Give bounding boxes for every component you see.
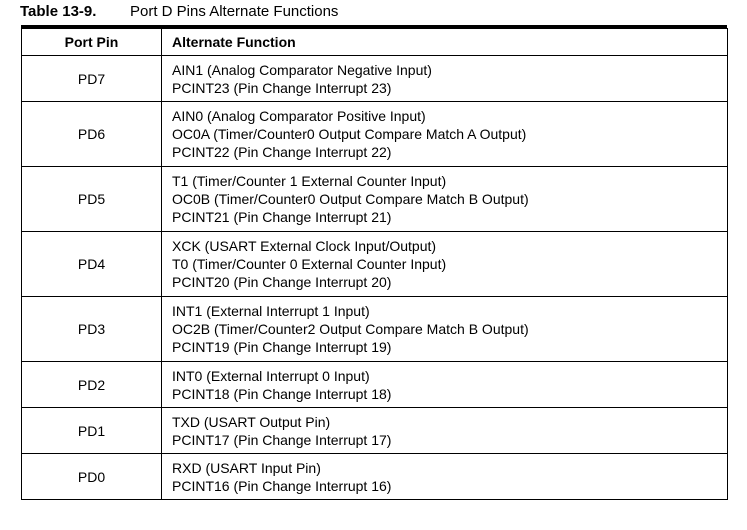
- function-line: TXD (USART Output Pin): [172, 413, 331, 430]
- table-row: [22, 232, 728, 297]
- table-row: [22, 454, 728, 500]
- pin-cell: PD2: [22, 362, 162, 408]
- function-cell: [162, 454, 728, 500]
- table-row: [22, 167, 728, 232]
- function-line: OC0B (Timer/Counter0 Output Compare Match B Output): [172, 191, 529, 207]
- table-row: [22, 362, 728, 408]
- function-line: AIN1 (Analog Comparator Negative Input): [172, 61, 432, 78]
- function-line: T0 (Timer/Counter 0 External Counter Input): [172, 256, 447, 272]
- pin-cell: PD3: [22, 297, 162, 362]
- pin-cell: PD4: [22, 232, 162, 297]
- pin-cell: PD5: [22, 167, 162, 232]
- function-line: PCINT17 (Pin Change Interrupt 17): [172, 431, 392, 448]
- table-caption: [20, 3, 338, 21]
- function-cell: [162, 167, 728, 232]
- table-row: [22, 408, 728, 454]
- pin-cell: PD6: [22, 102, 162, 167]
- function-line: AIN0 (Analog Comparator Positive Input): [172, 108, 426, 124]
- function-line: T1 (Timer/Counter 1 External Counter Input): [172, 173, 447, 189]
- header-row: [22, 29, 728, 56]
- pin-cell: PD1: [22, 408, 162, 454]
- function-line: OC2B (Timer/Counter2 Output Compare Match B Output): [172, 321, 529, 337]
- function-line: PCINT23 (Pin Change Interrupt 23): [172, 79, 392, 96]
- function-line: RXD (USART Input Pin): [172, 459, 321, 476]
- function-line: PCINT20 (Pin Change Interrupt 20): [172, 274, 392, 290]
- table-row: [22, 297, 728, 362]
- function-line: PCINT22 (Pin Change Interrupt 22): [172, 144, 392, 160]
- function-line: XCK (USART External Clock Input/Output): [172, 238, 437, 254]
- header-alternate-function: Alternate Function: [162, 29, 728, 56]
- function-line: PCINT16 (Pin Change Interrupt 16): [172, 477, 392, 494]
- function-cell: [162, 232, 728, 297]
- header-port-pin: Port Pin: [22, 29, 162, 56]
- function-cell: [162, 56, 728, 102]
- table-row: [22, 102, 728, 167]
- function-line: OC0A (Timer/Counter0 Output Compare Match A Output): [172, 126, 527, 142]
- table-number: Table 13-9.: [20, 3, 97, 20]
- function-line: PCINT19 (Pin Change Interrupt 19): [172, 339, 392, 355]
- pin-cell: PD7: [22, 56, 162, 102]
- table-row: [22, 56, 728, 102]
- function-line: PCINT18 (Pin Change Interrupt 18): [172, 385, 392, 402]
- function-line: INT0 (External Interrupt 0 Input): [172, 367, 370, 384]
- function-cell: [162, 408, 728, 454]
- function-line: INT1 (External Interrupt 1 Input): [172, 303, 370, 319]
- table-title: Port D Pins Alternate Functions: [130, 3, 339, 20]
- function-cell: [162, 297, 728, 362]
- port-d-pins-table: [21, 28, 728, 500]
- function-cell: [162, 102, 728, 167]
- pin-cell: PD0: [22, 454, 162, 500]
- function-cell: [162, 362, 728, 408]
- function-line: PCINT21 (Pin Change Interrupt 21): [172, 209, 392, 225]
